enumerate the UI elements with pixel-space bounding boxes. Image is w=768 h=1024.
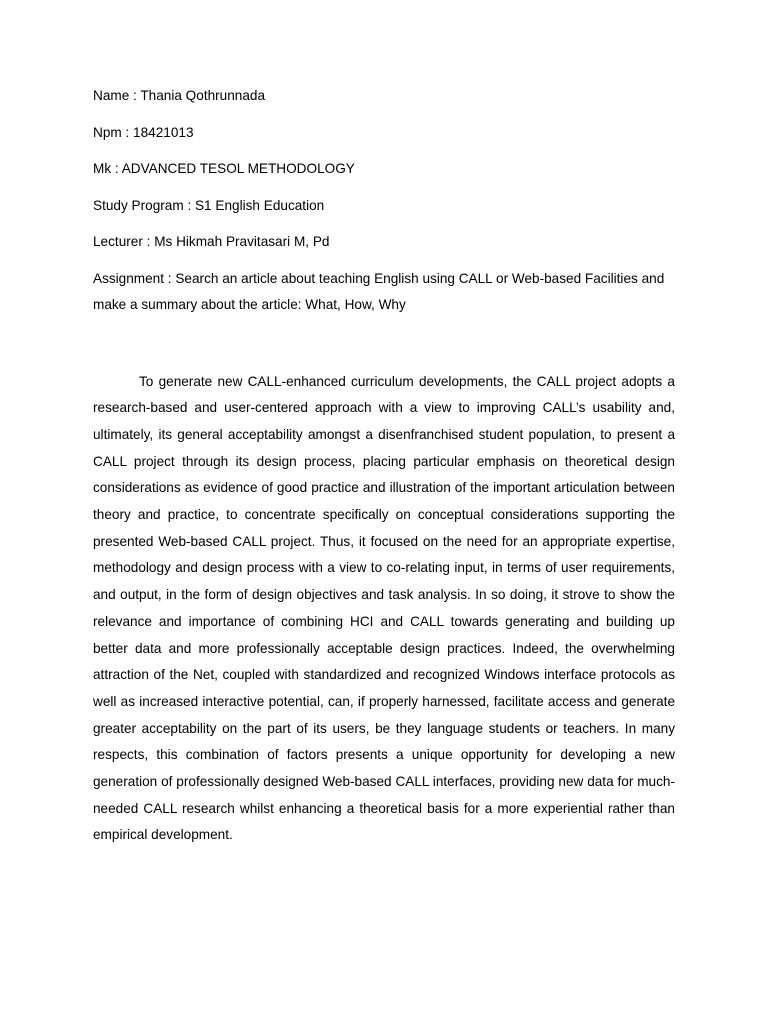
assignment-description: Assignment : Search an article about teaching English using CALL or Web-based Facilities and make a summary about the article: What, How, Why: [93, 270, 665, 312]
study-program: Study Program : S1 English Education: [93, 197, 325, 213]
student-name: Name : Thania Qothrunnada: [93, 88, 266, 103]
course-name: Mk : ADVANCED TESOL METHODOLOGY: [93, 161, 355, 176]
section-spacer: [93, 319, 675, 369]
document-content: [93, 87, 675, 849]
summary-paragraph: To generate new CALL-enhanced curriculum developments, the CALL project adopts a research-based and user-centered approach with a view to improving CALL’s usability and, ultimately, its general acceptability amongst a disenfranchised student population, to present a CALL project through its design process, placing particular emphasis on theoretical design considerations as evidence of good practice and illustration of the important articulation between theory and practice, to concentrate specifically on conceptual considerations supporting the presented Web-based CALL project. Thus, it focused on the need for an appropriate expertise, methodology and design process with a view to co-relating input, in terms of user requirements, and output, in the form of design objectives and task analysis. In so doing, it strove to show the relevance and importance of combining HCI and CALL towards generating and building up better data and more professionally acceptable design practices. Indeed, the overwhelming attraction of the Net, coupled with standardized and recognized Windows interface protocols as well as increased interactive potential, can, if properly harnessed, facilitate access and generate greater acceptability on the part of its users, be they language students or teachers. In many respects, this combination of factors presents a unique opportunity for developing a new generation of professionally designed Web-based CALL interfaces, providing new data for much-needed CALL research whilst enhancing a theoretical basis for a more experiential rather than empirical development.: [93, 373, 675, 843]
lecturer-name: Lecturer : Ms Hikmah Pravitasari M, Pd: [93, 234, 330, 249]
student-npm: Npm : 18421013: [93, 124, 194, 140]
